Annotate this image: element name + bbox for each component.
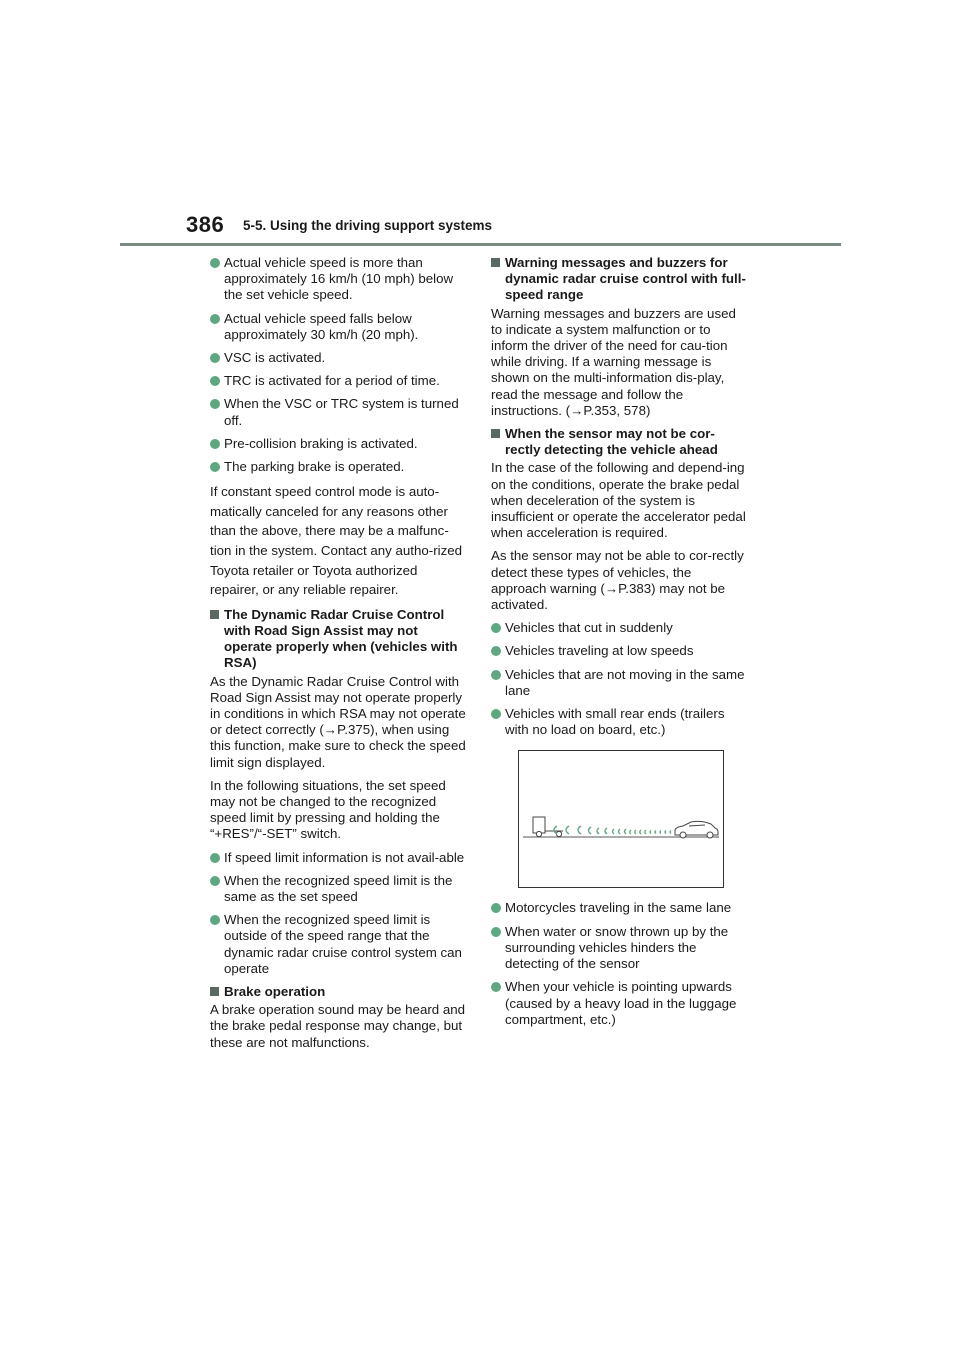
square-bullet-icon [210, 984, 224, 1000]
bullet-icon [210, 915, 224, 925]
list-item: When the recognized speed limit is the same as the set speed [210, 873, 468, 905]
list-item: VSC is activated. [210, 350, 468, 366]
rsa-heading: The Dynamic Radar Cruise Control with Road Sign Assist may not operate properly when (vehicles with RSA) [210, 607, 468, 672]
bullet-icon [210, 258, 224, 268]
list-item: If speed limit information is not avail-able [210, 850, 468, 866]
list-item: When water or snow thrown up by the surrounding vehicles hinders the detecting of the sensor [491, 924, 749, 973]
square-bullet-icon [491, 426, 505, 458]
right-column [491, 255, 749, 1035]
bullet-icon [491, 903, 505, 913]
car-ahead-icon [675, 822, 718, 839]
list-item: Motorcycles traveling in the same lane [491, 900, 749, 916]
sensor-heading: When the sensor may not be cor-rectly detecting the vehicle ahead [491, 426, 749, 458]
list-item: When your vehicle is pointing upwards (caused by a heavy load in the luggage compartment, etc.) [491, 979, 749, 1028]
radar-wave-icon [554, 826, 671, 834]
trailer-truck-icon [533, 817, 563, 837]
illustration-icon [519, 751, 723, 887]
left-column [210, 255, 468, 1058]
list-item: Vehicles that cut in suddenly [491, 620, 749, 636]
bullet-icon [210, 314, 224, 324]
truck-radar-car-illustration [518, 750, 724, 888]
header-divider [120, 243, 841, 246]
square-bullet-icon [491, 255, 505, 304]
bullet-icon [210, 876, 224, 886]
list-item: Pre-collision braking is activated. [210, 436, 468, 452]
bullet-icon [210, 399, 224, 409]
bullet-icon [491, 927, 505, 937]
bullet-icon [491, 623, 505, 633]
bullet-icon [210, 462, 224, 472]
warning-paragraph: Warning messages and buzzers are used to indicate a system malfunction or to inform the driver of the need for cau-tion while driving. If a warning message is shown on the multi-information dis-play, read the message and follow the instructions. (→P.353, 578) [491, 305, 736, 418]
page-header [0, 0, 960, 250]
sensor-paragraph-2: As the sensor may not be able to cor-rectly detect these types of vehicles, the approach warning (→P.383) may not be activated. [491, 548, 744, 613]
brake-heading: Brake operation [210, 984, 468, 1000]
bullet-icon [210, 353, 224, 363]
bullet-icon [491, 709, 505, 719]
list-item: When the recognized speed limit is outside of the speed range that the dynamic radar cruise control system can operate [210, 912, 468, 977]
constant-speed-paragraph: If constant speed control mode is auto-matically canceled for any reasons other than the above, there may be a malfunc-tion in the system. Contact any autho-rized Toyota retailer or Toyota authorized repairer, or any reliable repairer. [210, 484, 463, 598]
list-item: The parking brake is operated. [210, 459, 468, 475]
list-item: When the VSC or TRC system is turned off. [210, 396, 468, 428]
list-item: TRC is activated for a period of time. [210, 373, 468, 389]
brake-paragraph: A brake operation sound may be heard and the brake pedal response may change, but these are not malfunctions. [210, 1002, 466, 1050]
warning-heading: Warning messages and buzzers for dynamic radar cruise control with full-speed range [491, 255, 749, 304]
square-bullet-icon [210, 607, 224, 672]
list-item: Vehicles that are not moving in the same lane [491, 667, 749, 699]
list-item: Vehicles with small rear ends (trailers with no load on board, etc.) [491, 706, 749, 738]
sensor-paragraph-1: In the case of the following and depend-ing on the conditions, operate the brake pedal when deceleration of the system is insufficient or operate the accelerator pedal when acceleration is required. [491, 460, 746, 541]
bullet-icon [210, 376, 224, 386]
bullet-icon [210, 853, 224, 863]
bullet-icon [491, 646, 505, 656]
list-item: Vehicles traveling at low speeds [491, 643, 749, 659]
page-number: 386 [186, 212, 225, 237]
section-title: 5-5. Using the driving support systems [243, 218, 493, 233]
list-item: Actual vehicle speed is more than approximately 16 km/h (10 mph) below the set vehicle speed. [210, 255, 468, 304]
list-item: Actual vehicle speed falls below approximately 30 km/h (20 mph). [210, 311, 468, 343]
bullet-icon [210, 439, 224, 449]
bullet-icon [491, 982, 505, 992]
bullet-icon [491, 670, 505, 680]
rsa-paragraph-2: In the following situations, the set speed may not be changed to the recognized speed limit by pressing and holding the “+RES”/“-SET” switch. [210, 777, 446, 842]
rsa-paragraph-1: As the Dynamic Radar Cruise Control with Road Sign Assist may not operate properly in conditions in which RSA may not operate or detect correctly (→P.375), when using this function, make sure to check the speed limit sign displayed. [210, 673, 466, 770]
